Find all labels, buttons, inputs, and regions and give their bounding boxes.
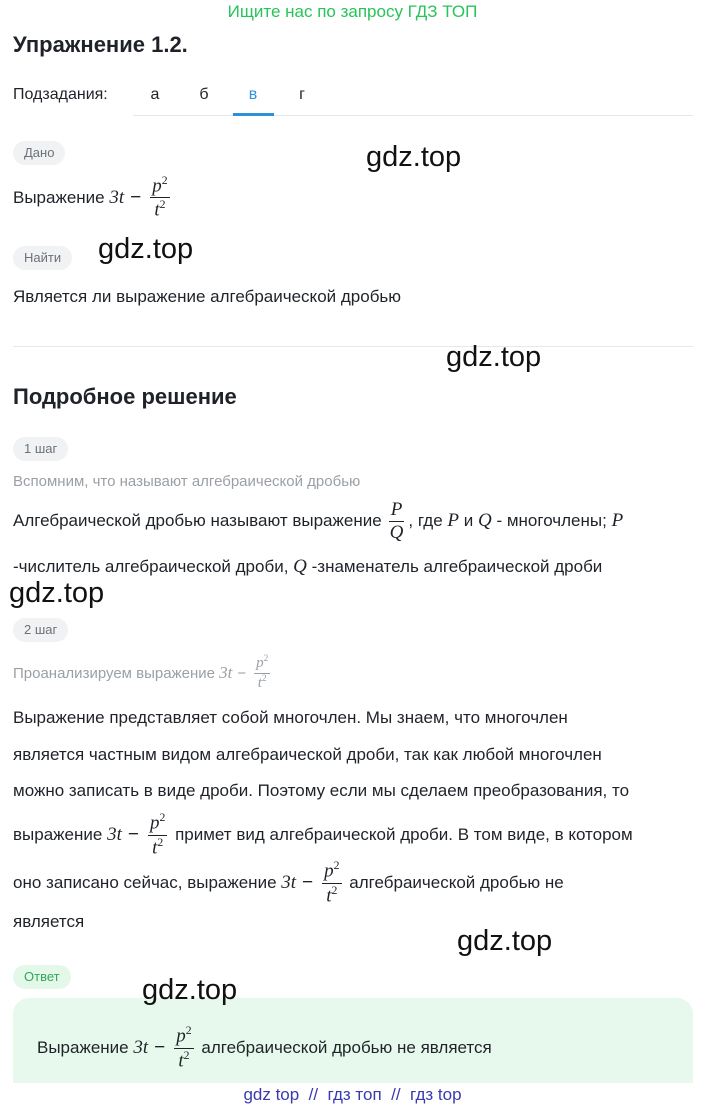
- hint-fraction: $\frac{p^2}{t^2}$: [256, 654, 269, 691]
- watermark: gdz.top: [457, 925, 553, 957]
- answer-text: Выражение 3t − $\frac{p^2}{t^2}$ алгебраической дробью не является: [37, 1024, 492, 1071]
- given-fraction: $\frac{p^2}{t^2}$: [152, 174, 168, 221]
- answer-chip: Ответ: [13, 965, 71, 989]
- step2-line6: является: [13, 912, 85, 931]
- find-text: Является ли выражение алгебраической дробью: [13, 287, 402, 306]
- tabs-divider: [133, 115, 693, 116]
- step1-chip: 1 шаг: [13, 437, 68, 461]
- step1-line2: -числитель алгебраической дроби, Q -знаменатель алгебраической дроби: [13, 556, 603, 577]
- watermark: gdz.top: [366, 141, 462, 173]
- step2-hint: Проанализируем выражение 3t − $\frac{p^2}{t^2}$: [13, 654, 269, 691]
- footer-links[interactable]: gdz top // гдз топ // гдз top: [243, 1085, 462, 1104]
- step1-hint: Вспомним, что называют алгебраической дробью: [13, 473, 361, 490]
- tab-a[interactable]: а: [150, 86, 160, 103]
- find-chip: Найти: [13, 246, 72, 270]
- tab-g[interactable]: г: [299, 86, 305, 103]
- watermark: gdz.top: [446, 341, 542, 373]
- watermark: gdz.top: [98, 233, 194, 265]
- step1-line1: Алгебраической дробью называют выражение $\frac{P}{Q}$ , где P и Q - многочлены; P: [13, 498, 624, 543]
- definition-fraction: $\frac{P}{Q}$: [389, 498, 404, 543]
- tab-b[interactable]: б: [199, 86, 209, 103]
- step2-fraction-2: $\frac{p^2}{t^2}$: [324, 859, 340, 906]
- page-title: Упражнение 1.2.: [13, 32, 188, 57]
- step2-paragraph: Выражение представляет собой многочлен. Мы знаем, что многочлен является частным видом алгебраической дроби, так как любой многочлен можно записать в виде дроби. Поэтому если мы сделаем преобразования, то: [13, 708, 630, 800]
- watermark: gdz.top: [142, 974, 238, 1006]
- given-text: Выражение 3t − $\frac{p^2}{t^2}$: [13, 174, 168, 221]
- step2-line4: выражение 3t − $\frac{p^2}{t^2}$ примет вид алгебраической дроби. В том виде, в котором: [13, 811, 633, 858]
- subtasks-label: Подзадания:: [13, 86, 108, 103]
- answer-fraction: $\frac{p^2}{t^2}$: [176, 1024, 192, 1071]
- solution-title: Подробное решение: [13, 384, 237, 409]
- divider: [13, 346, 693, 347]
- tab-v[interactable]: в: [248, 86, 258, 103]
- step2-line5: оно записано сейчас, выражение 3t − $\frac{p^2}{t^2}$ алгебраической дробью не: [13, 859, 564, 906]
- given-chip: Дано: [13, 141, 65, 165]
- watermark: gdz.top: [9, 577, 105, 609]
- top-banner: Ищите нас по запросу ГДЗ ТОП: [227, 2, 478, 21]
- step2-fraction-1: $\frac{p^2}{t^2}$: [149, 811, 166, 858]
- step2-chip: 2 шаг: [13, 618, 68, 642]
- active-tab-indicator: [233, 113, 274, 116]
